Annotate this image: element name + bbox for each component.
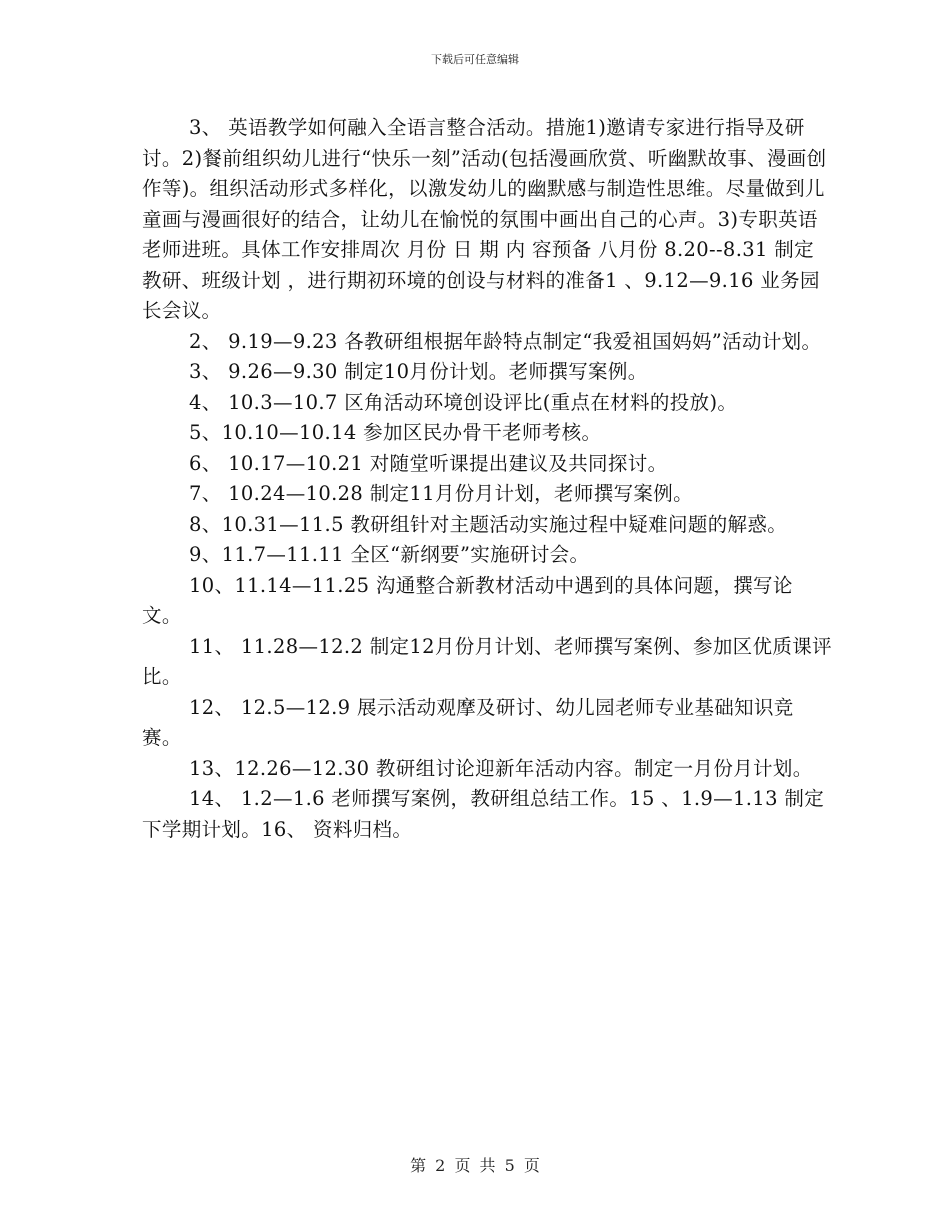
paragraph: 4、 10.3—10.7 区角活动环境创设评比(重点在材料的投放)。 (189, 390, 738, 414)
paragraph: 3、 9.26—9.30 制定10月份计划。老师撰写案例。 (189, 360, 648, 383)
paragraph: 8、10.31—11.5 教研组针对主题活动实施过程中疑难问题的解惑。 (189, 512, 788, 536)
paragraph: 14、 1.2—1.6 老师撰写案例，教研组总结工作。15 、1.9—1.13 制定下学期计划。16、 资料归档。 (142, 787, 825, 841)
paragraph: 3、 英语教学如何融入全语言整合活动。措施1)邀请专家进行指导及研讨。2)餐前组织幼儿进行“快乐一刻”活动(包括漫画欣赏、听幽默故事、漫画创作等)。组织活动形式多样化，以激发幼儿的幽默感与制造性思维。尽量做到儿童画与漫画很好的结合，让幼儿在愉悦的氛围中画出自己的心声。3)专职英语老师进班。具体工作安排周次 月份 日 期 内 容预备 八月份 8.20--8.31 制定教研、班级计划 ，进行期初环境的创设与材料的准备1 、9.12—9.16 业务园长会议。 (142, 116, 827, 322)
paragraph: 7、 10.24—10.28 制定11月份月计划，老师撰写案例。 (189, 482, 693, 505)
paragraph: 13、12.26—12.30 教研组讨论迎新年活动内容。制定一月份月计划。 (189, 756, 813, 780)
paragraph: 11、 11.28—12.2 制定12月份月计划、老师撰写案例、参加区优质课评比。 (142, 634, 832, 688)
page-number: 第 2 页 共 5 页 (410, 1156, 540, 1175)
document-body (142, 113, 832, 845)
paragraph: 9、11.7—11.11 全区“新纲要”实施研讨会。 (189, 543, 590, 566)
paragraph: 12、 12.5—12.9 展示活动观摩及研讨、幼儿园老师专业基础知识竞赛。 (142, 695, 794, 749)
paragraph: 5、10.10—10.14 参加区民办骨干老师考核。 (189, 421, 602, 444)
page-header-note: 下载后可任意编辑 (431, 53, 519, 66)
paragraph: 2、 9.19—9.23 各教研组根据年龄特点制定“我爱祖国妈妈”活动计划。 (189, 329, 822, 353)
paragraph: 6、 10.17—10.21 对随堂听课提出建议及共同探讨。 (189, 451, 668, 475)
paragraph: 10、11.14—11.25 沟通整合新教材活动中遇到的具体问题，撰写论文。 (142, 573, 793, 627)
